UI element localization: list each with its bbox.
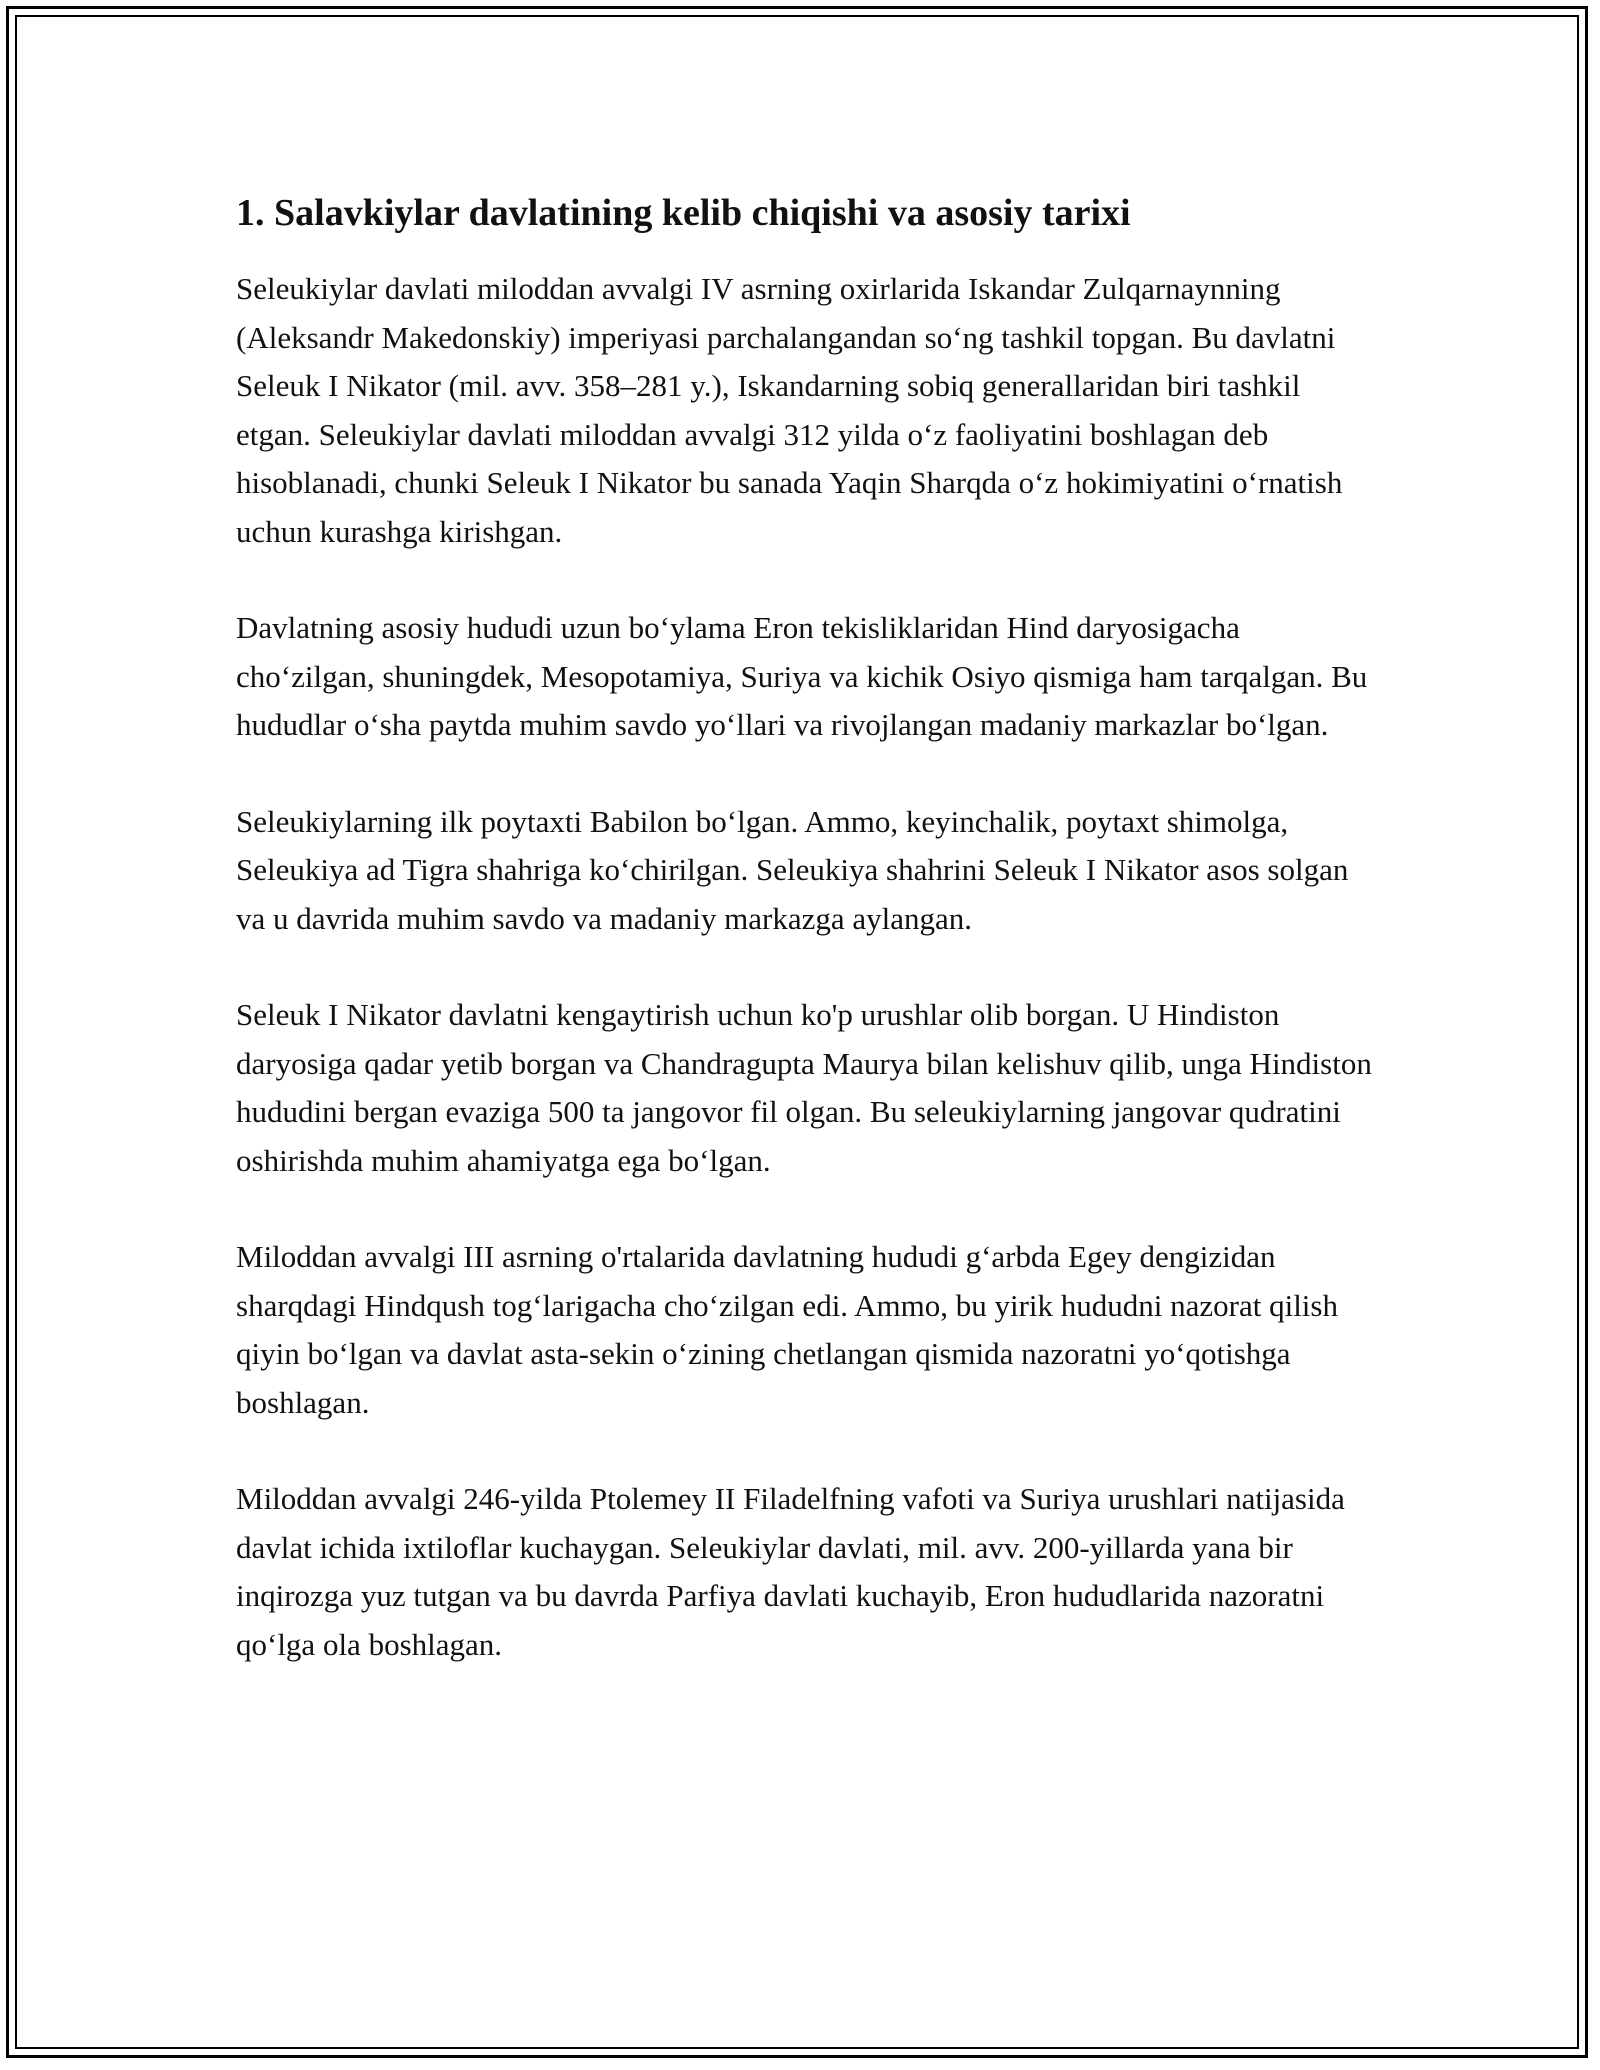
section-heading: 1. Salavkiylar davlatining kelib chiqishi va asosiy tarixi bbox=[236, 192, 1131, 234]
paragraph-4: Seleuk I Nikator davlatni kengaytirish uchun ko'p urushlar olib borgan. U Hindiston daryosiga qadar yetib borgan va Chandragupta Maurya bilan kelishuv qilib, unga Hindiston hududini bergan evaziga 500 ta jangovor fil olgan. Bu seleukiylarning jangovar qudratini oshirishda muhim ahamiyatga ega bo‘lgan. bbox=[236, 997, 1372, 1178]
paragraph-6: Miloddan avvalgi 246-yilda Ptolemey II Filadelfning vafoti va Suriya urushlari natijasida davlat ichida ixtiloflar kuchaygan. Seleukiylar davlati, mil. avv. 200-yillarda yana bir inqirozga yuz tutgan va bu davrda Parfiya davlati kuchayib, Eron hududlarida nazoratni qo‘lga ola boshlagan. bbox=[236, 1481, 1345, 1662]
paragraph-1: Seleukiylar davlati miloddan avvalgi IV asrning oxirlarida Iskandar Zulqarnaynning (Aleksandr Makedonskiy) imperiyasi parchalangandan so‘ng tashkil topgan. Bu davlatni Seleuk I Nikator (mil. avv. 358–281 y.), Iskandarning sobiq generallaridan biri tashkil etgan. Seleukiylar davlati miloddan avvalgi 312 yilda o‘z faoliyatini boshlagan deb hisoblanadi, chunki Seleuk I Nikator bu sanada Yaqin Sharqda o‘z hokimiyatini o‘rnatish uchun kurashga kirishgan. bbox=[236, 271, 1343, 549]
paragraph-2: Davlatning asosiy hududi uzun bo‘ylama Eron tekisliklaridan Hind daryosigacha cho‘zilgan, shuningdek, Mesopotamiya, Suriya va kichik Osiyo qismiga ham tarqalgan. Bu hududlar o‘sha paytda muhim savdo yo‘llari va rivojlangan madaniy markazlar bo‘lgan. bbox=[236, 610, 1368, 742]
document-body bbox=[236, 187, 1376, 1717]
paragraph-5: Miloddan avvalgi III asrning o'rtalarida davlatning hududi g‘arbda Egey dengizidan sharqdagi Hindqush tog‘larigacha cho‘zilgan edi. Ammo, bu yirik hududni nazorat qilish qiyin bo‘lgan va davlat asta-sekin o‘zining chetlangan qismida nazoratni yo‘qotishga boshlagan. bbox=[236, 1239, 1338, 1420]
paragraph-3: Seleukiylarning ilk poytaxti Babilon bo‘lgan. Ammo, keyinchalik, poytaxt shimolga, Seleukiya ad Tigra shahriga ko‘chirilgan. Seleukiya shahrini Seleuk I Nikator asos solgan va u davrida muhim savdo va madaniy markazga aylangan. bbox=[236, 803, 1349, 936]
